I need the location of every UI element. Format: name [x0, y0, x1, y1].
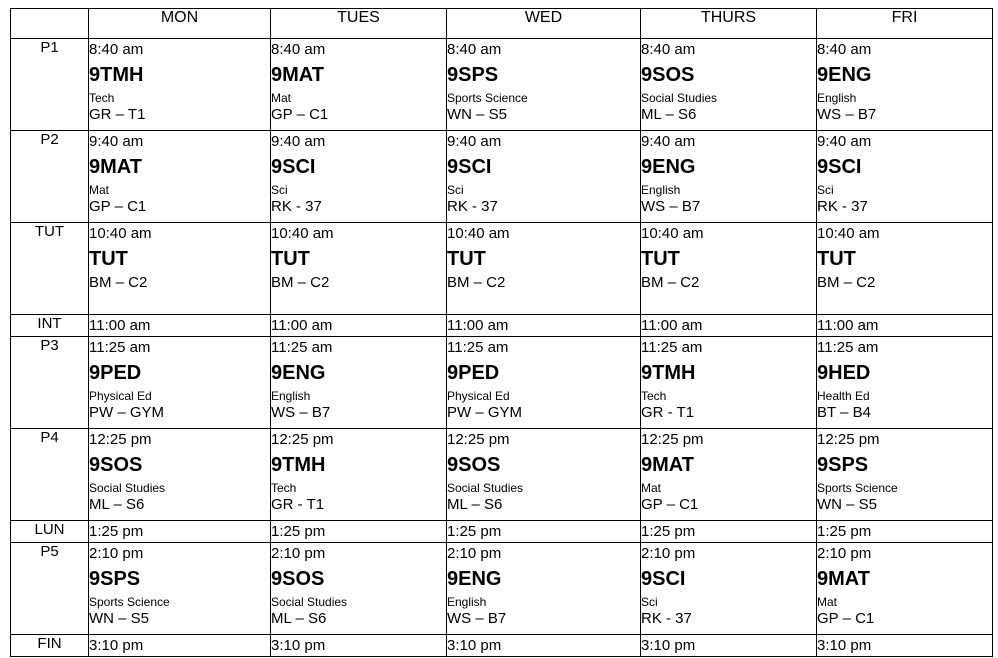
lesson-subject: Mat — [89, 183, 110, 197]
lesson-code: TUT — [271, 248, 310, 270]
lesson-time: 8:40 am — [641, 41, 696, 58]
period-label: TUT — [11, 223, 89, 315]
lesson-cell-tues — [271, 315, 447, 337]
lesson-code: 9PED — [447, 362, 500, 384]
lesson-time: 3:10 pm — [271, 637, 326, 654]
lesson-cell-tues — [271, 223, 447, 315]
period-label: P2 — [11, 131, 89, 223]
lesson-time: 1:25 pm — [817, 523, 872, 540]
lesson-room: ML – S6 — [641, 106, 697, 123]
lesson-time: 11:25 am — [447, 339, 509, 356]
day-header-mon: MON — [89, 9, 271, 39]
lesson-cell-wed — [447, 337, 641, 429]
lesson-code: 9TMH — [89, 64, 144, 86]
lesson-time: 12:25 pm — [89, 431, 152, 448]
lesson-cell-thurs — [641, 39, 817, 131]
lesson-room: WS – B7 — [271, 404, 331, 421]
lesson-time: 2:10 pm — [817, 545, 872, 562]
lesson-room: ML – S6 — [271, 610, 327, 627]
lesson-subject: Social Studies — [641, 91, 718, 105]
lesson-time: 12:25 pm — [271, 431, 334, 448]
lesson-cell-wed — [447, 39, 641, 131]
lesson-time: 9:40 am — [817, 133, 872, 150]
lesson-room: RK - 37 — [447, 198, 498, 215]
lesson-room: BM – C2 — [271, 274, 330, 291]
lesson-cell-thurs — [641, 131, 817, 223]
lesson-cell-wed — [447, 543, 641, 635]
lesson-time: 11:00 am — [271, 317, 333, 334]
lesson-cell-tues — [271, 39, 447, 131]
lesson-subject: Social Studies — [447, 481, 524, 495]
lesson-subject: English — [817, 91, 857, 105]
lesson-subject: Mat — [641, 481, 662, 495]
period-row — [11, 429, 993, 521]
lesson-code: 9SOS — [271, 568, 325, 590]
lesson-room: WN – S5 — [89, 610, 150, 627]
lesson-cell-mon — [89, 543, 271, 635]
lesson-time: 1:25 pm — [641, 523, 696, 540]
lesson-code: 9MAT — [89, 156, 142, 178]
period-row — [11, 39, 993, 131]
period-label: P3 — [11, 337, 89, 429]
lesson-time: 8:40 am — [271, 41, 326, 58]
lesson-subject: Sci — [817, 183, 834, 197]
lesson-code: TUT — [817, 248, 856, 270]
lesson-code: 9HED — [817, 362, 871, 384]
lesson-cell-mon — [89, 315, 271, 337]
lesson-time: 1:25 pm — [271, 523, 326, 540]
lesson-time: 1:25 pm — [447, 523, 502, 540]
lesson-subject: Sci — [447, 183, 464, 197]
period-row — [11, 223, 993, 315]
period-label: INT — [11, 315, 89, 337]
lesson-code: TUT — [447, 248, 486, 270]
lesson-subject: Social Studies — [271, 595, 348, 609]
lesson-code: 9ENG — [447, 568, 502, 590]
lesson-code: 9SCI — [447, 156, 492, 178]
lesson-subject: Physical Ed — [89, 389, 152, 403]
lesson-code: 9MAT — [271, 64, 324, 86]
lesson-time: 8:40 am — [89, 41, 144, 58]
lesson-code: 9SCI — [641, 568, 686, 590]
lesson-time: 10:40 am — [447, 225, 510, 242]
lesson-time: 11:00 am — [641, 317, 703, 334]
lesson-cell-wed — [447, 223, 641, 315]
lesson-time: 8:40 am — [817, 41, 872, 58]
lesson-time: 2:10 pm — [271, 545, 326, 562]
lesson-subject: Tech — [641, 389, 667, 403]
lesson-code: 9ENG — [817, 64, 872, 86]
lesson-cell-mon — [89, 337, 271, 429]
lesson-subject: English — [271, 389, 311, 403]
lesson-code: 9SCI — [817, 156, 862, 178]
lesson-subject: Sci — [271, 183, 288, 197]
lesson-time: 3:10 pm — [641, 637, 696, 654]
lesson-time: 9:40 am — [641, 133, 696, 150]
lesson-time: 8:40 am — [447, 41, 502, 58]
lesson-code: 9SPS — [89, 568, 141, 590]
lesson-time: 11:00 am — [447, 317, 509, 334]
lesson-cell-tues — [271, 521, 447, 543]
lesson-room: WN – S5 — [447, 106, 508, 123]
lesson-cell-thurs — [641, 521, 817, 543]
lesson-time: 12:25 pm — [447, 431, 510, 448]
lesson-room: BM – C2 — [641, 274, 700, 291]
lesson-room: GR - T1 — [641, 404, 695, 421]
day-header-wed: WED — [447, 9, 641, 39]
lesson-code: 9ENG — [271, 362, 326, 384]
lesson-room: WS – B7 — [641, 198, 701, 215]
lesson-cell-wed — [447, 635, 641, 657]
lesson-code: 9TMH — [271, 454, 326, 476]
lesson-code: 9SPS — [817, 454, 869, 476]
lesson-time: 9:40 am — [89, 133, 144, 150]
lesson-room: ML – S6 — [447, 496, 503, 513]
lesson-cell-thurs — [641, 635, 817, 657]
lesson-time: 10:40 am — [817, 225, 880, 242]
lesson-room: GP – C1 — [89, 198, 147, 215]
period-label: P4 — [11, 429, 89, 521]
lesson-room: WS – B7 — [817, 106, 877, 123]
lesson-subject: Social Studies — [89, 481, 166, 495]
lesson-cell-tues — [271, 635, 447, 657]
lesson-time: 12:25 pm — [817, 431, 880, 448]
corner-cell — [11, 9, 89, 39]
lesson-code: 9SOS — [447, 454, 501, 476]
lesson-code: 9PED — [89, 362, 142, 384]
lesson-cell-wed — [447, 131, 641, 223]
lesson-cell-fri — [817, 429, 993, 521]
lesson-subject: Sci — [641, 595, 658, 609]
lesson-cell-tues — [271, 337, 447, 429]
lesson-room: WN – S5 — [817, 496, 878, 513]
lesson-room: WS – B7 — [447, 610, 507, 627]
lesson-subject: Physical Ed — [447, 389, 510, 403]
lesson-cell-tues — [271, 543, 447, 635]
lesson-cell-mon — [89, 635, 271, 657]
lesson-time: 1:25 pm — [89, 523, 144, 540]
lesson-cell-fri — [817, 315, 993, 337]
lesson-cell-fri — [817, 635, 993, 657]
lesson-cell-fri — [817, 131, 993, 223]
lesson-cell-thurs — [641, 337, 817, 429]
lesson-subject: Sports Science — [817, 481, 898, 495]
header-row — [11, 9, 993, 39]
lesson-time: 3:10 pm — [89, 637, 144, 654]
lesson-code: 9ENG — [641, 156, 696, 178]
lesson-room: BM – C2 — [89, 274, 148, 291]
lesson-room: GP – C1 — [271, 106, 329, 123]
lesson-subject: Health Ed — [817, 389, 870, 403]
lesson-cell-mon — [89, 521, 271, 543]
lesson-time: 11:25 am — [271, 339, 333, 356]
lesson-subject: Tech — [271, 481, 297, 495]
lesson-code: 9SCI — [271, 156, 316, 178]
lesson-code: 9TMH — [641, 362, 696, 384]
lesson-room: GR - T1 — [271, 496, 325, 513]
lesson-code: 9SPS — [447, 64, 499, 86]
lesson-room: PW – GYM — [447, 404, 523, 421]
lesson-room: RK - 37 — [817, 198, 868, 215]
lesson-time: 3:10 pm — [817, 637, 872, 654]
lesson-time: 2:10 pm — [89, 545, 144, 562]
period-row — [11, 543, 993, 635]
lesson-room: GP – C1 — [641, 496, 699, 513]
lesson-cell-fri — [817, 521, 993, 543]
lesson-time: 11:25 am — [641, 339, 703, 356]
period-row — [11, 337, 993, 429]
lesson-subject: Tech — [89, 91, 115, 105]
day-header-thurs: THURS — [641, 9, 817, 39]
lesson-subject: Sports Science — [89, 595, 170, 609]
lesson-cell-fri — [817, 543, 993, 635]
period-label: P1 — [11, 39, 89, 131]
lesson-cell-thurs — [641, 543, 817, 635]
lesson-subject: Mat — [817, 595, 838, 609]
lesson-subject: Mat — [271, 91, 292, 105]
period-label: P5 — [11, 543, 89, 635]
lesson-room: RK - 37 — [271, 198, 322, 215]
lesson-cell-wed — [447, 521, 641, 543]
timetable — [10, 8, 993, 657]
lesson-cell-tues — [271, 131, 447, 223]
lesson-cell-wed — [447, 315, 641, 337]
lesson-time: 11:25 am — [817, 339, 879, 356]
period-row — [11, 131, 993, 223]
day-header-fri: FRI — [817, 9, 993, 39]
lesson-room: GP – C1 — [817, 610, 875, 627]
lesson-time: 3:10 pm — [447, 637, 502, 654]
lesson-subject: English — [447, 595, 487, 609]
lesson-room: BM – C2 — [817, 274, 876, 291]
period-row — [11, 315, 993, 337]
lesson-time: 2:10 pm — [447, 545, 502, 562]
period-row — [11, 635, 993, 657]
lesson-code: 9SOS — [641, 64, 695, 86]
day-header-tues: TUES — [271, 9, 447, 39]
lesson-time: 11:00 am — [89, 317, 151, 334]
lesson-time: 12:25 pm — [641, 431, 704, 448]
lesson-room: BT – B4 — [817, 404, 871, 421]
lesson-time: 2:10 pm — [641, 545, 696, 562]
lesson-cell-thurs — [641, 223, 817, 315]
lesson-time: 10:40 am — [641, 225, 704, 242]
lesson-time: 11:25 am — [89, 339, 151, 356]
lesson-room: RK - 37 — [641, 610, 692, 627]
lesson-cell-wed — [447, 429, 641, 521]
lesson-time: 9:40 am — [447, 133, 502, 150]
lesson-code: 9MAT — [641, 454, 694, 476]
lesson-time: 9:40 am — [271, 133, 326, 150]
lesson-cell-fri — [817, 39, 993, 131]
lesson-cell-thurs — [641, 429, 817, 521]
lesson-code: TUT — [89, 248, 128, 270]
lesson-room: GR – T1 — [89, 106, 146, 123]
period-label: LUN — [11, 521, 89, 543]
lesson-cell-mon — [89, 39, 271, 131]
lesson-subject: English — [641, 183, 681, 197]
lesson-room: ML – S6 — [89, 496, 145, 513]
lesson-code: 9SOS — [89, 454, 143, 476]
lesson-cell-fri — [817, 337, 993, 429]
lesson-time: 10:40 am — [89, 225, 152, 242]
lesson-code: TUT — [641, 248, 680, 270]
period-row — [11, 521, 993, 543]
lesson-subject: Sports Science — [447, 91, 528, 105]
lesson-time: 10:40 am — [271, 225, 334, 242]
lesson-cell-tues — [271, 429, 447, 521]
lesson-room: PW – GYM — [89, 404, 165, 421]
lesson-cell-mon — [89, 429, 271, 521]
lesson-cell-thurs — [641, 315, 817, 337]
lesson-cell-mon — [89, 131, 271, 223]
lesson-room: BM – C2 — [447, 274, 506, 291]
lesson-time: 11:00 am — [817, 317, 879, 334]
lesson-code: 9MAT — [817, 568, 870, 590]
lesson-cell-fri — [817, 223, 993, 315]
lesson-cell-mon — [89, 223, 271, 315]
period-label: FIN — [11, 635, 89, 657]
